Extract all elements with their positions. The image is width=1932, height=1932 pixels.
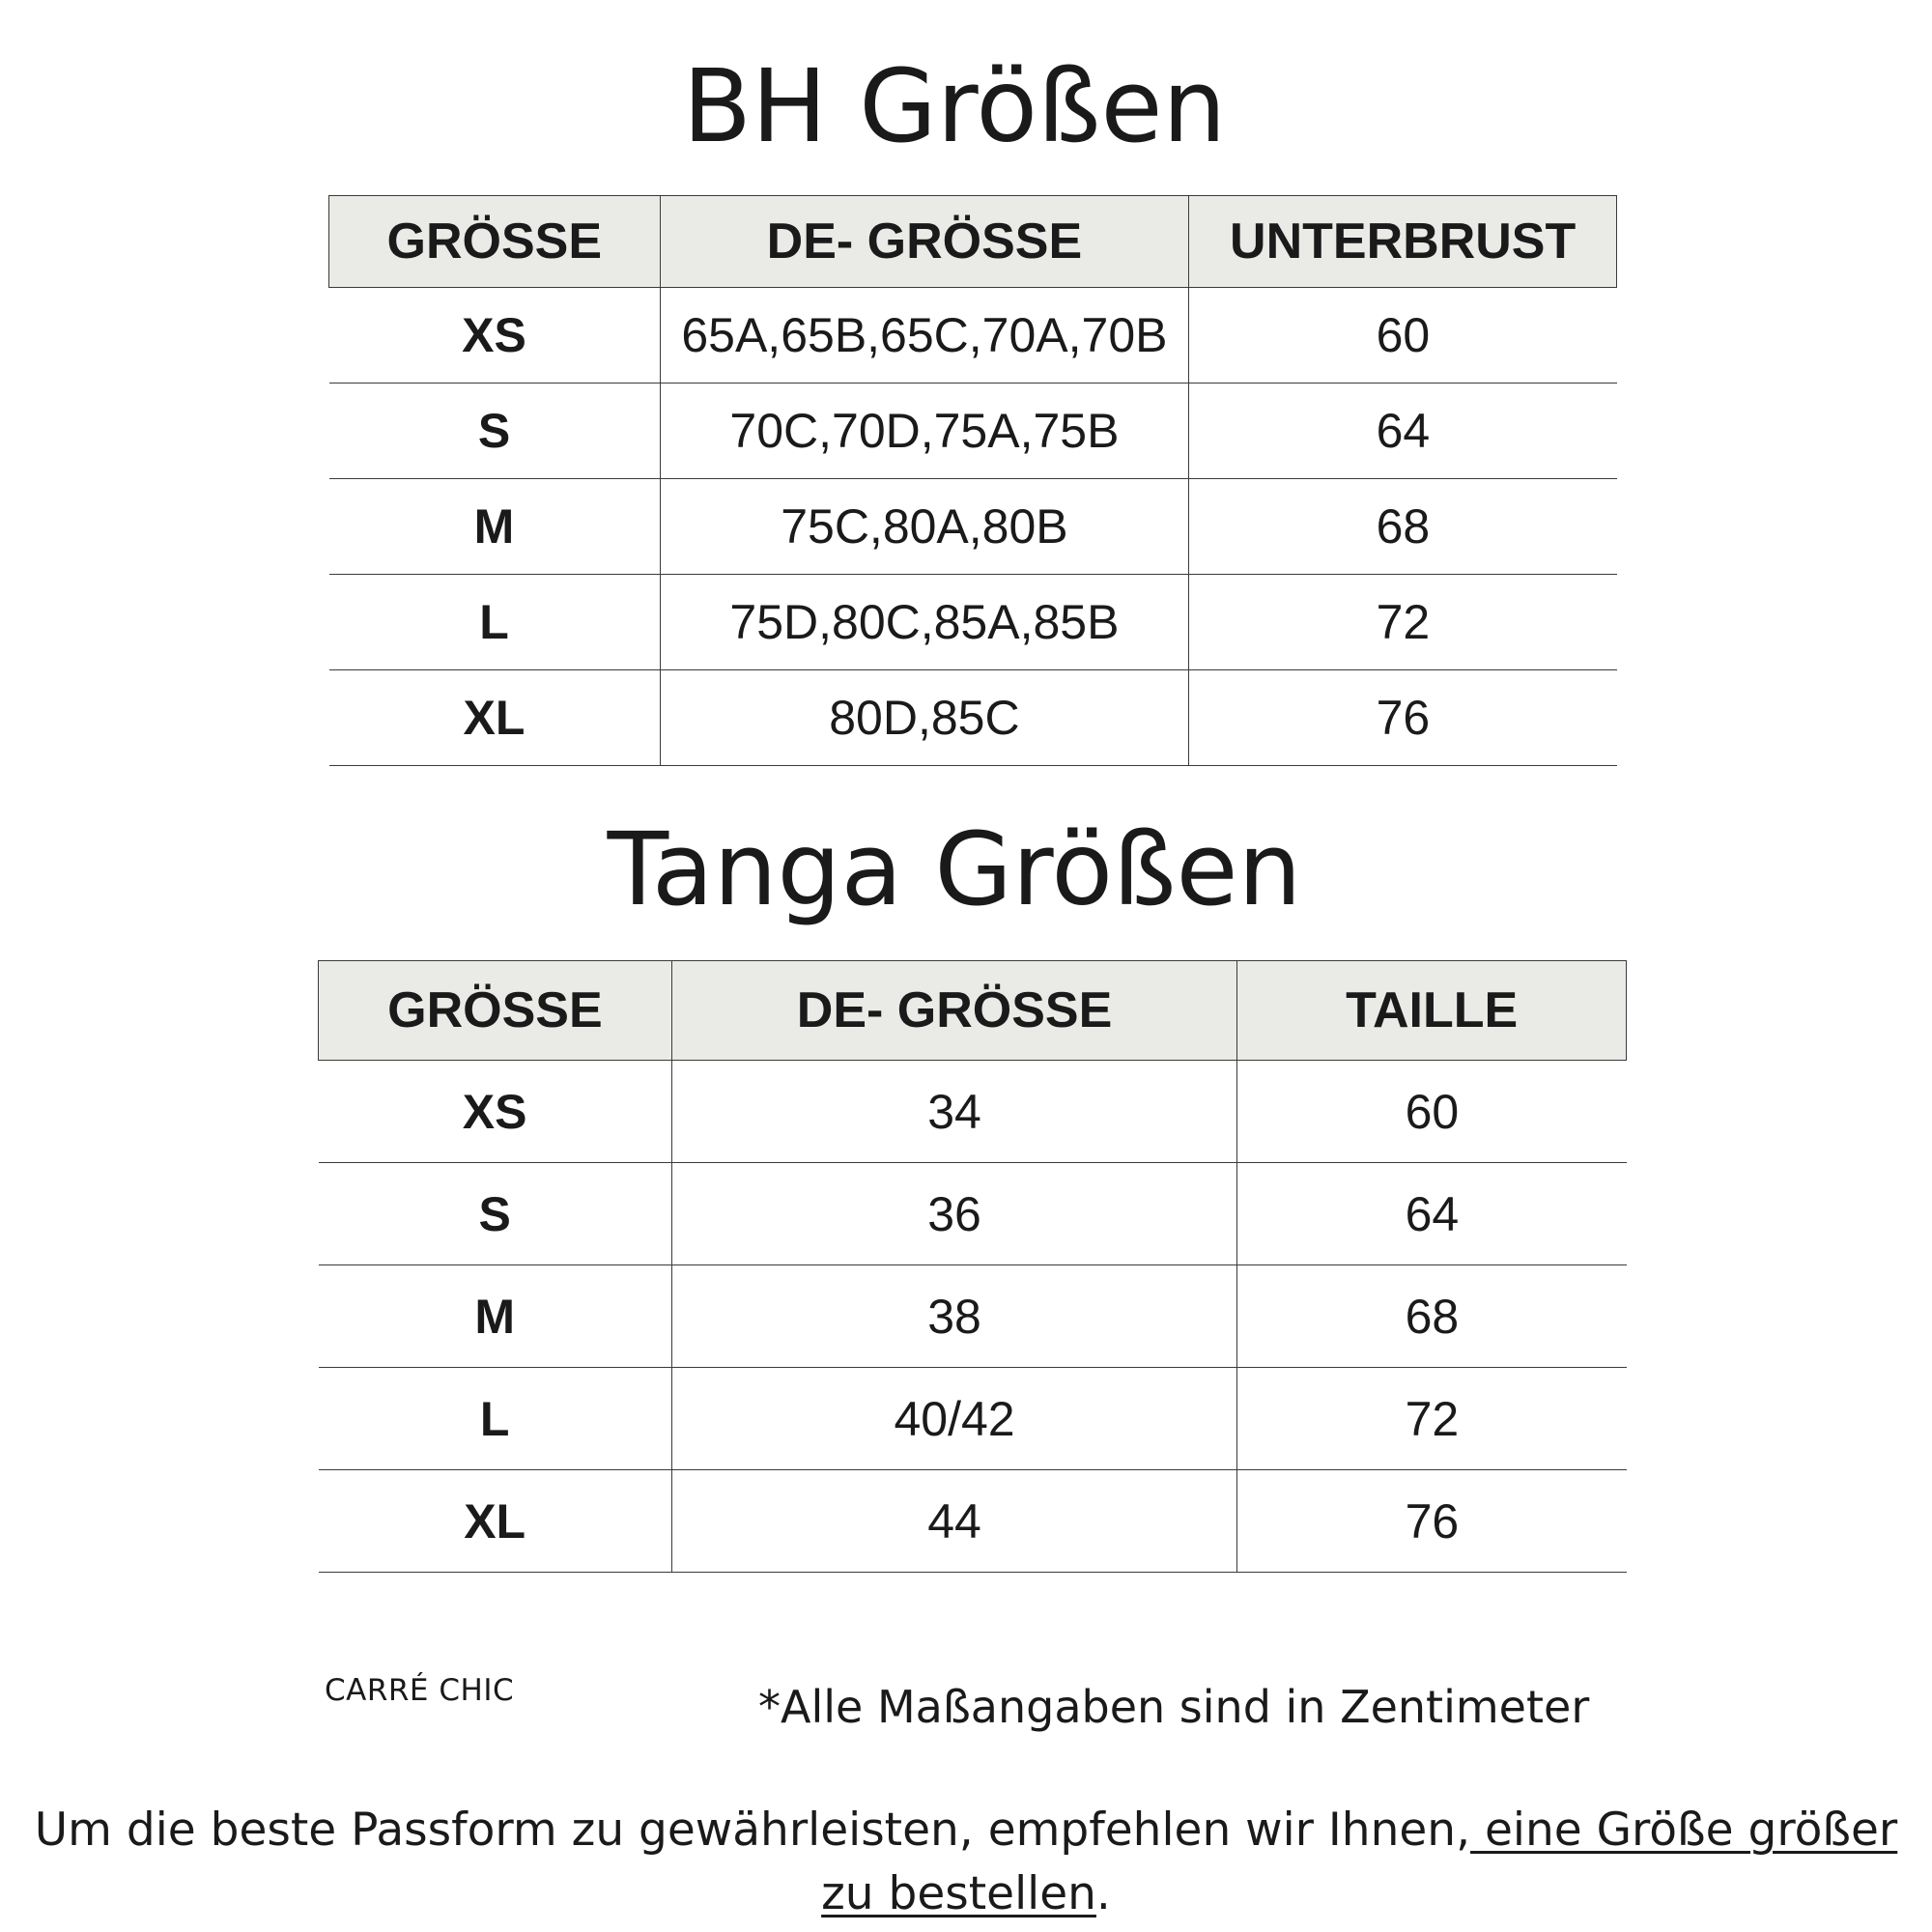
table-row [329, 575, 1617, 670]
underbust-cell: 60 [1189, 288, 1617, 384]
size-cell: L [319, 1368, 672, 1470]
de-size-cell: 38 [671, 1265, 1237, 1368]
bra-size-title: BH Größen [682, 47, 1227, 165]
waist-cell: 60 [1237, 1061, 1627, 1163]
underbust-cell: 68 [1189, 479, 1617, 575]
table-row [329, 384, 1617, 479]
size-up-link[interactable]: eine Größe größer zu bestellen [821, 1804, 1898, 1920]
waist-cell: 76 [1237, 1470, 1627, 1573]
table-row [319, 1061, 1627, 1163]
size-cell: XL [329, 670, 661, 766]
size-cell: M [329, 479, 661, 575]
underbust-cell: 76 [1189, 670, 1617, 766]
table-row [319, 1470, 1627, 1573]
size-cell: S [329, 384, 661, 479]
size-cell: XS [329, 288, 661, 384]
header-de-size: DE- GRÖSSE [660, 196, 1189, 288]
table-row [319, 1163, 1627, 1265]
underbust-cell: 64 [1189, 384, 1617, 479]
waist-cell: 64 [1237, 1163, 1627, 1265]
underbust-cell: 72 [1189, 575, 1617, 670]
tanga-size-title: Tanga Größen [607, 810, 1302, 928]
de-size-cell: 75C,80A,80B [660, 479, 1189, 575]
de-size-cell: 36 [671, 1163, 1237, 1265]
bra-size-table [328, 195, 1617, 766]
table-row [319, 1265, 1627, 1368]
size-cell: L [329, 575, 661, 670]
advice-text: Um die beste Passform zu gewährleisten, empfehlen wir Ihnen, [34, 1804, 1471, 1857]
de-size-cell: 75D,80C,85A,85B [660, 575, 1189, 670]
header-size: GRÖSSE [329, 196, 661, 288]
de-size-cell: 70C,70D,75A,75B [660, 384, 1189, 479]
size-cell: M [319, 1265, 672, 1368]
table-row [329, 670, 1617, 766]
header-waist: TAILLE [1237, 961, 1627, 1061]
size-cell: XS [319, 1061, 672, 1163]
table-header-row [329, 196, 1617, 288]
header-underbust: UNTERBRUST [1189, 196, 1617, 288]
tanga-size-table [318, 960, 1627, 1573]
de-size-cell: 34 [671, 1061, 1237, 1163]
waist-cell: 68 [1237, 1265, 1627, 1368]
de-size-cell: 44 [671, 1470, 1237, 1573]
de-size-cell: 65A,65B,65C,70A,70B [660, 288, 1189, 384]
table-header-row [319, 961, 1627, 1061]
size-advice [19, 1799, 1913, 1926]
table-row [329, 288, 1617, 384]
advice-period: . [1095, 1867, 1111, 1920]
header-de-size: DE- GRÖSSE [671, 961, 1237, 1061]
size-cell: S [319, 1163, 672, 1265]
de-size-cell: 40/42 [671, 1368, 1237, 1470]
de-size-cell: 80D,85C [660, 670, 1189, 766]
header-size: GRÖSSE [319, 961, 672, 1061]
size-cell: XL [319, 1470, 672, 1573]
brand-name: CARRÉ CHIC [325, 1673, 515, 1708]
table-row [319, 1368, 1627, 1470]
table-row [329, 479, 1617, 575]
units-note: *Alle Maßangaben sind in Zentimeter [758, 1681, 1590, 1733]
waist-cell: 72 [1237, 1368, 1627, 1470]
